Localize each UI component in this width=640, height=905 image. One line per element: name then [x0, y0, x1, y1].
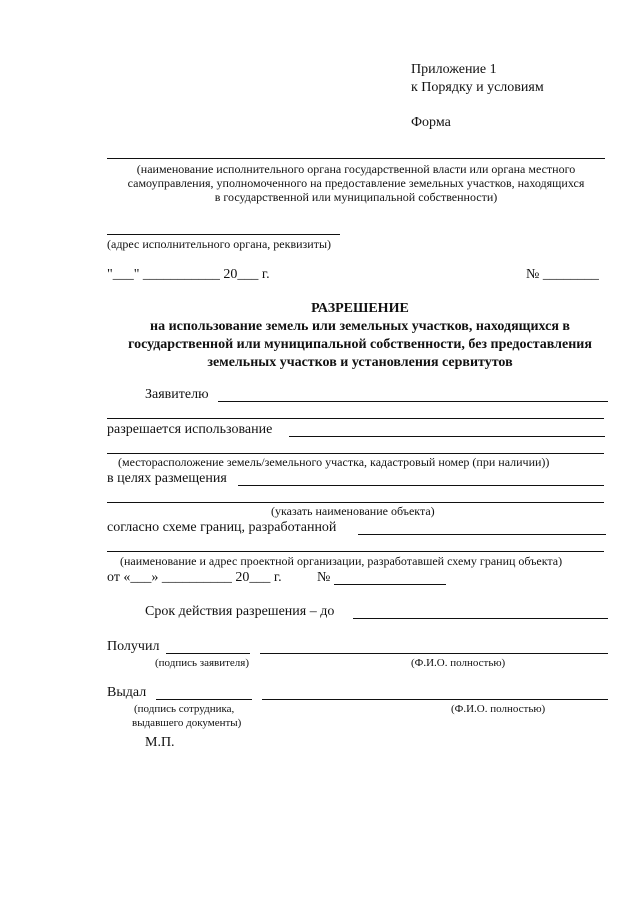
purpose-field-line: [238, 485, 604, 486]
allowed-use-field-line: [289, 436, 605, 437]
applicant-signature-line: [166, 653, 250, 654]
scheme-label: согласно схеме границ, разработанной: [107, 520, 337, 535]
validity-label: Срок действия разрешения – до: [145, 604, 335, 619]
validity-field-line: [353, 618, 608, 619]
org-caption-line2: самоуправления, уполномоченного на предоставление земельных участков, находящихся: [127, 176, 585, 190]
org-caption-line3: в государственной или муниципальной собственности): [214, 190, 498, 204]
stamp-place-label: М.П.: [145, 735, 175, 750]
appendix-reference: к Порядку и условиям: [411, 80, 544, 95]
document-subtitle-line3: земельных участков и установления сервитутов: [207, 355, 513, 370]
applicant-field-line: [218, 401, 608, 402]
scheme-number-line: [334, 584, 446, 585]
received-label: Получил: [107, 639, 160, 654]
scheme-number-sign: №: [317, 570, 331, 585]
applicant-signature-caption: (подпись заявителя): [155, 657, 250, 669]
object-caption: (указать наименование объекта): [271, 504, 435, 518]
document-subtitle-line2: государственной или муниципальной собственности, без предоставления: [128, 337, 592, 352]
employee-signature-caption-line1: (подпись сотрудника,: [134, 703, 235, 715]
employee-signature-line: [156, 699, 252, 700]
scheme-date: от «___» __________ 20___ г.: [107, 570, 282, 585]
location-caption: (месторасположение земель/земельного участка, кадастровый номер (при наличии)): [118, 455, 550, 469]
document-title: РАЗРЕШЕНИЕ: [311, 301, 409, 316]
applicant-extra-line: [107, 418, 604, 419]
applicant-label: Заявителю: [145, 387, 209, 402]
document-subtitle-line1: на использование земель или земельных участков, находящихся в: [150, 319, 570, 334]
issue-number: № ________: [526, 267, 599, 282]
employee-fio-line: [262, 699, 608, 700]
org-address-caption: (адрес исполнительного органа, реквизиты): [107, 237, 332, 251]
applicant-fio-caption: (Ф.И.О. полностью): [411, 657, 506, 669]
issue-date: "___" ___________ 20___ г.: [107, 267, 270, 282]
applicant-fio-line: [260, 653, 608, 654]
org-address-line: [107, 234, 340, 235]
allowed-use-label: разрешается использование: [107, 422, 273, 437]
employee-signature-caption-line2: выдавшего документы): [132, 717, 242, 729]
purpose-label: в целях размещения: [107, 471, 227, 486]
object-line: [107, 502, 604, 503]
org-caption-line1: (наименование исполнительного органа государственной власти или органа местного: [136, 162, 576, 176]
design-org-caption: (наименование и адрес проектной организации, разработавшей схему границ объекта): [120, 554, 563, 568]
scheme-field-line: [358, 534, 606, 535]
org-name-line: [107, 158, 605, 159]
form-label: Форма: [411, 115, 451, 130]
employee-fio-caption: (Ф.И.О. полностью): [451, 703, 546, 715]
design-org-line: [107, 551, 604, 552]
issued-label: Выдал: [107, 685, 147, 700]
location-line: [107, 453, 604, 454]
appendix-number: Приложение 1: [411, 62, 497, 77]
